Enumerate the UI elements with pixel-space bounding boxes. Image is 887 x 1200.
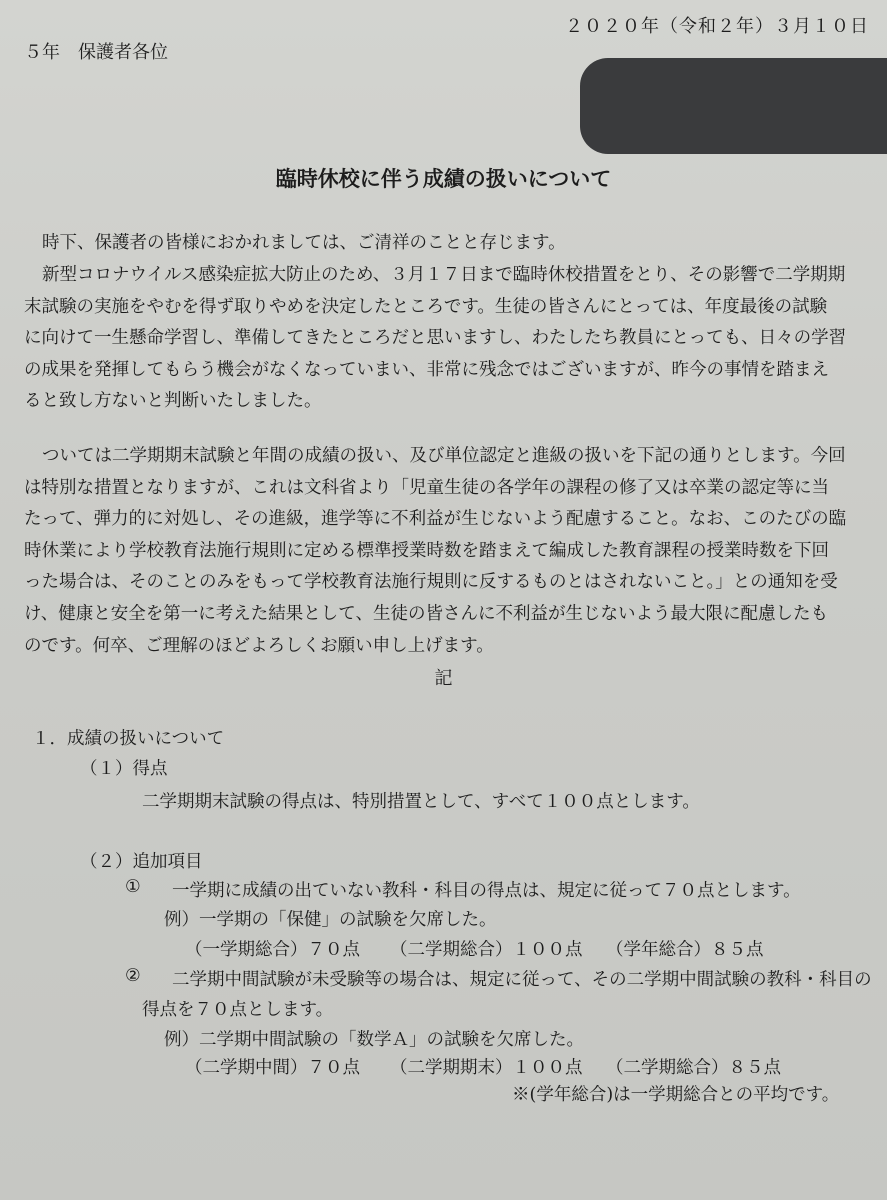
document-title: 臨時休校に伴う成績の扱いについて <box>275 166 612 191</box>
document-date: ２０２０年（令和２年）３月１０日 <box>565 16 869 37</box>
subsection-label-score: （１）得点 <box>80 759 168 779</box>
paragraph-line: は特別な措置となりますが、これは文科省より「児童生徒の各学年の課程の修了又は卒業の認定等に当 <box>24 477 829 498</box>
item2-score-final: （二学期期末）１００点 <box>390 1058 583 1078</box>
paragraph-line: に向けて一生懸命学習し、準備してきたところだと思いますし、わたしたち教員にとっても、日々の学習 <box>24 328 847 349</box>
item1-score-year: （学年総合）８５点 <box>606 940 764 960</box>
item-marker-1: ① <box>125 877 141 897</box>
item1-text: 一学期に成績の出ていない教科・科目の得点は、規定に従って７０点とします。 <box>172 881 801 901</box>
item2-text-line1: 二学期中間試験が未受験等の場合は、規定に従って、その二学期中間試験の教科・科目の <box>172 970 872 990</box>
item2-example: 例）二学期中間試験の「数学Ａ」の試験を欠席した。 <box>164 1030 584 1050</box>
redacted-area <box>580 58 887 154</box>
paragraph-line: のです。何卒、ご理解のほどよろしくお願い申し上げます。 <box>24 635 494 656</box>
item1-score-second-term: （二学期総合）１００点 <box>390 940 583 960</box>
subsection-label-additional: （２）追加項目 <box>80 852 203 872</box>
paragraph-line: 時休業により学校教育法施行規則に定める標準授業時数を踏まえて編成した教育課程の授業時数を下回 <box>24 540 829 561</box>
paragraph-line: 末試験の実施をやむを得ず取りやめを決定したところです。生徒の皆さんにとっては、年度最後の試験 <box>24 296 828 317</box>
item1-example: 例）一学期の「保健」の試験を欠席した。 <box>164 910 497 930</box>
item2-text-line2: 得点を７０点とします。 <box>142 1000 334 1020</box>
item1-score-first-term: （一学期総合）７０点 <box>185 940 360 960</box>
policy-paragraph <box>24 441 870 662</box>
section-heading: １．成績の扱いについて <box>32 729 225 749</box>
paragraph-line: ついては二学期期末試験と年間の成績の扱い、及び単位認定と進級の扱いを下記の通りとします。今回 <box>42 446 846 466</box>
recipient-line: ５年 保護者各位 <box>24 42 168 63</box>
ki-heading: 記 <box>434 668 453 689</box>
paragraph-line: 新型コロナウイルス感染症拡大防止のため、３月１７日まで臨時休校措置をとり、その影響で二学期期 <box>42 265 846 285</box>
paragraph-line: ると致し方ないと判断いたしました。 <box>24 391 322 412</box>
item2-score-second-term: （二学期総合）８５点 <box>606 1058 781 1078</box>
paragraph-line: たって、弾力的に対処し、その進級，進学等に不利益が生じないよう配慮すること。なお、このたびの臨 <box>24 509 847 530</box>
annual-average-note: ※(学年総合)は一学期総合との平均です。 <box>512 1085 840 1105</box>
greeting-line: 時下、保護者の皆様におかれましては、ご清祥のことと存じます。 <box>42 233 566 253</box>
paragraph-line: け、健康と安全を第一に考えた結果として、生徒の皆さんに不利益が生じないよう最大限に配慮したも <box>24 603 828 624</box>
item2-score-midterm: （二学期中間）７０点 <box>185 1058 360 1078</box>
score-rule-text: 二学期期末試験の得点は、特別措置として、すべて１００点とします。 <box>142 792 700 812</box>
item-marker-2: ② <box>125 966 141 986</box>
paragraph-line: った場合は、そのことのみをもって学校教育法施行規則に反するものとはされないこと。」との通知を受 <box>24 572 838 593</box>
paragraph-line: の成果を発揮してもらう機会がなくなっていまい、非常に残念ではございますが、昨今の事情を踏まえ <box>24 359 829 380</box>
greeting-paragraph <box>24 228 870 260</box>
covid-closure-paragraph <box>24 260 870 418</box>
